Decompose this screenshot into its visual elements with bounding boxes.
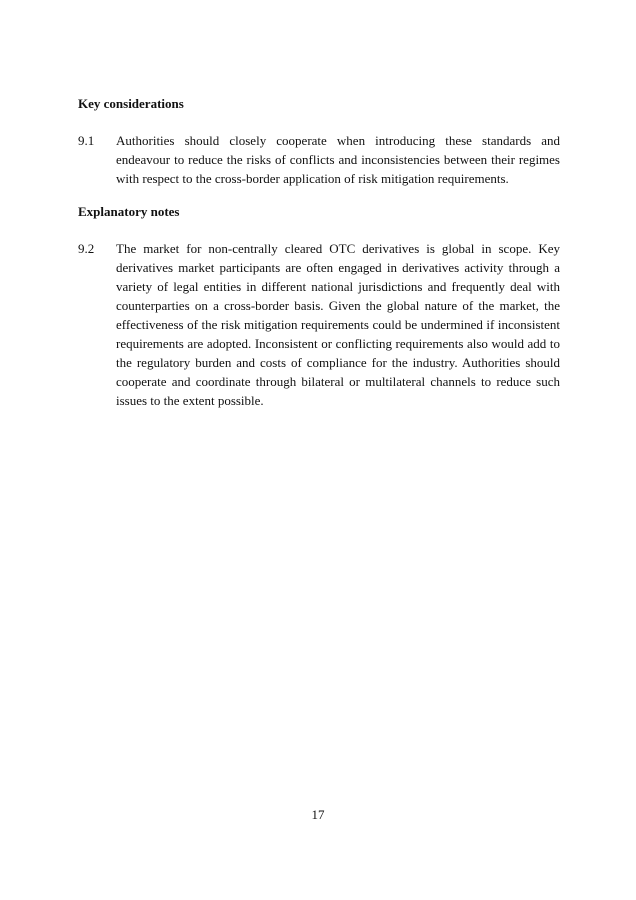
page-number: 17 xyxy=(311,807,325,822)
paragraph-number: 9.1 xyxy=(78,133,95,148)
section-heading-explanatory-notes: Explanatory notes xyxy=(78,204,180,219)
paragraph-number: 9.2 xyxy=(78,241,95,256)
paragraph-9-2 xyxy=(78,239,560,410)
paragraph-text: The market for non-centrally cleared OTC derivatives is global in scope. Key derivatives market participants are often engaged in derivatives activity through a variety of legal entities in different national jurisdictions and frequently deal with counterparties on a cross-border basis. Given the global nature of the market, the effectiveness of the risk mitigation requirements could be undermined if inconsistent requirements are adopted. Inconsistent or conflicting requirements also would add to the regulatory burden and costs of compliance for the industry. Authorities should cooperate and coordinate through bilateral or multilateral channels to reduce such issues to the extent possible. xyxy=(116,241,560,408)
paragraph-9-1 xyxy=(78,131,560,188)
section-heading-key-considerations: Key considerations xyxy=(78,96,184,111)
paragraph-text: Authorities should closely cooperate when introducing these standards and endeavour to reduce the risks of conflicts and inconsistencies between their regimes with respect to the cross-border application of risk mitigation requirements. xyxy=(116,133,560,186)
